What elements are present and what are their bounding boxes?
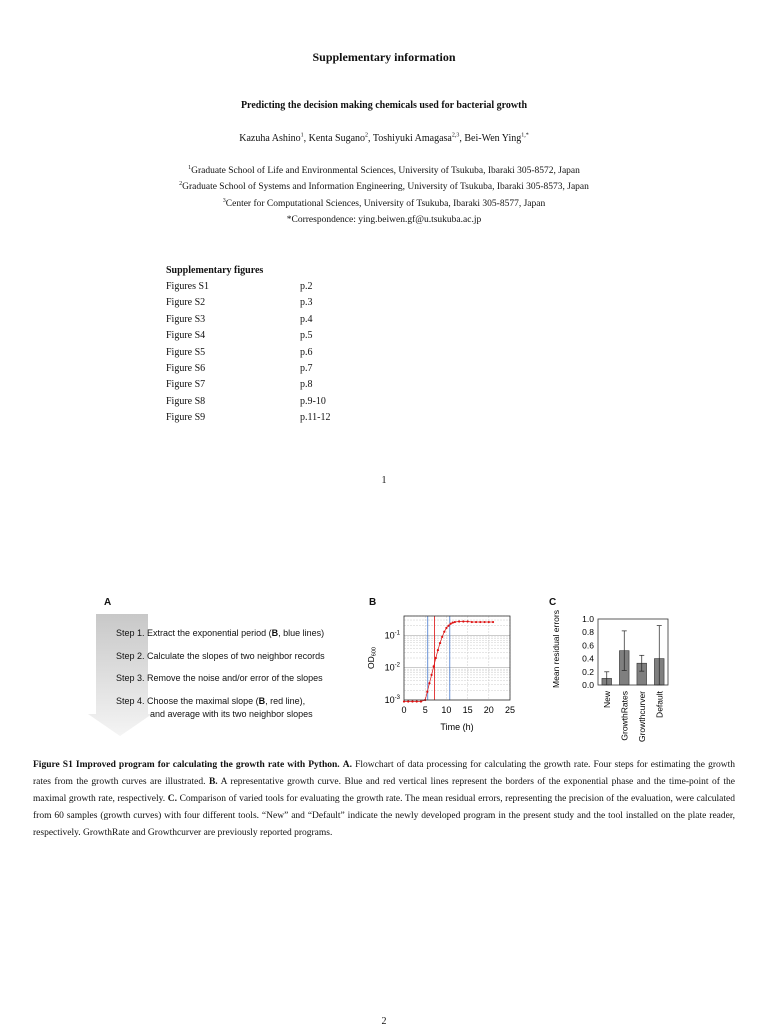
toc-page: p.11-12 — [300, 412, 331, 424]
author-affiliation-marker: 2,3 — [451, 132, 460, 139]
toc-row — [166, 330, 426, 346]
data-point — [416, 700, 418, 702]
step-ref: B — [258, 696, 266, 706]
caption-b-label: B. — [208, 777, 218, 787]
data-point — [483, 621, 485, 623]
toc-row — [166, 347, 426, 363]
data-point — [407, 700, 409, 702]
y-tick-exponent: -2 — [394, 662, 400, 669]
y-tick-base: 10 — [384, 695, 395, 705]
caption-b-text: A representative growth curve. Blue and red vertical lines represent the borders of the exponential phase and the time-point of the maximal growth rate, respectively. — [33, 777, 735, 804]
x-tick-label: GrowthRates — [619, 691, 630, 741]
data-point — [458, 620, 460, 622]
data-point — [488, 621, 490, 623]
data-point — [428, 682, 430, 684]
x-tick-label: Growthcurver — [636, 691, 647, 743]
y-tick-label: 0.0 — [582, 680, 594, 690]
residual-error-chart — [545, 608, 685, 756]
step-text: Choose the maximal slope ( — [147, 696, 259, 706]
supplementary-title: Supplementary information — [312, 50, 456, 64]
data-point — [479, 621, 481, 623]
panel-b-letter: B — [369, 597, 377, 608]
toc-row — [166, 363, 426, 379]
y-axis-label — [366, 647, 378, 669]
toc-page: p.2 — [300, 281, 313, 292]
y-tick-labels — [385, 630, 401, 705]
figure-caption — [33, 757, 735, 842]
toc-page: p.5 — [300, 330, 313, 342]
error-bars — [604, 626, 662, 685]
affiliation-text: Graduate School of Systems and Information Engineering, University of Tsukuba, Ibaraki 305-8573, Japan — [182, 182, 589, 192]
step-4-continuation: and average with its two neighbor slopes — [150, 709, 313, 719]
step-text-tail: , blue lines) — [278, 628, 325, 638]
affiliation-marker: 1 — [188, 164, 192, 171]
y-tick-label: 0.8 — [582, 627, 594, 638]
data-point — [403, 700, 405, 702]
affiliation — [0, 182, 768, 192]
toc-row — [166, 379, 426, 395]
y-tick-label — [385, 695, 401, 705]
toc-label: Figure S6 — [166, 362, 206, 374]
x-tick-label: 10 — [441, 705, 452, 715]
toc-heading: Supplementary figures — [166, 265, 264, 276]
toc-page: p.7 — [300, 362, 313, 374]
x-tick-label: 15 — [462, 705, 473, 715]
data-point — [433, 665, 435, 667]
y-tick-label: 1.0 — [582, 614, 594, 624]
page-number: 2 — [381, 1016, 387, 1027]
step-text: Extract the exponential period ( — [147, 628, 272, 638]
step-label: Step 2. — [116, 651, 145, 661]
data-point — [411, 700, 413, 702]
data-point — [450, 623, 452, 625]
toc-label: Figure S7 — [166, 379, 206, 391]
data-point — [492, 621, 494, 623]
toc-page: p.8 — [300, 379, 313, 391]
toc-list — [166, 281, 426, 429]
y-tick-labels — [582, 614, 594, 690]
affiliation-marker: 3 — [222, 197, 226, 204]
toc-label: Figures S1 — [166, 281, 210, 292]
toc-label: Figure S4 — [166, 330, 206, 342]
y-tick-label — [385, 663, 401, 673]
data-point — [445, 627, 447, 629]
data-point — [475, 621, 477, 623]
bar-series — [602, 651, 664, 685]
panel-a-letter: A — [104, 597, 112, 608]
affiliation-text: Center for Computational Sciences, University of Tsukuba, Ibaraki 305-8577, Japan — [225, 199, 546, 209]
toc-row — [166, 396, 426, 412]
x-tick-label: New — [601, 691, 612, 709]
growth-curve-line — [404, 622, 493, 702]
data-point — [452, 621, 454, 623]
data-point — [426, 691, 428, 693]
x-axis-label: Time (h) — [440, 722, 474, 732]
toc-page: p.4 — [300, 313, 313, 325]
x-tick-label: 25 — [504, 705, 516, 715]
toc-page: p.6 — [300, 346, 313, 358]
growth-curve-chart — [360, 608, 540, 738]
data-point — [454, 621, 456, 623]
toc-row — [166, 297, 426, 313]
caption-a-text: Flowchart of data processing for calculating the growth rate. Four steps for estimating the growth rates from the growth curves are illustrated. — [33, 760, 736, 787]
step-1 — [116, 628, 324, 638]
paper-title: Predicting the decision making chemicals used for bacterial growth — [240, 100, 528, 111]
data-point — [437, 649, 439, 651]
toc-page: p.9-10 — [300, 395, 326, 407]
data-point — [435, 657, 437, 659]
data-point — [443, 631, 445, 633]
author-affiliation-marker: 1 — [300, 132, 304, 139]
toc-label: Figure S5 — [166, 346, 206, 358]
affiliation — [0, 199, 768, 209]
y-tick-label — [385, 630, 401, 640]
author-name: Bei-Wen Ying — [464, 133, 522, 144]
y-tick-label: 0.6 — [582, 640, 594, 651]
caption-c-label: C. — [167, 794, 177, 804]
data-point — [441, 636, 443, 638]
data-point — [430, 674, 432, 676]
step-text-tail: , red line), — [265, 696, 306, 706]
y-tick-exponent: -3 — [394, 695, 400, 701]
step-ref: B — [271, 628, 279, 638]
step-label: Step 1. — [116, 628, 145, 638]
y-axis-label: Mean residual errors — [551, 610, 561, 688]
y-axis-label-main: OD — [366, 656, 376, 669]
x-tick-label: 20 — [483, 705, 494, 715]
y-tick-base: 10 — [384, 630, 395, 641]
step-4 — [116, 696, 305, 706]
x-tick-label: 0 — [401, 705, 407, 715]
step-text: Remove the noise and/or error of the slopes — [147, 673, 323, 683]
data-point — [467, 620, 469, 622]
toc-label: Figure S9 — [166, 412, 206, 424]
correspondence: *Correspondence: ying.beiwen.gf@u.tsukuba.ac.jp — [286, 215, 482, 225]
x-tick-label: Default — [654, 691, 665, 718]
caption-a-label: A. — [342, 760, 352, 770]
toc-label: Figure S2 — [166, 297, 206, 309]
step-text: Calculate the slopes of two neighbor records — [147, 651, 325, 661]
toc-label: Figure S3 — [166, 313, 206, 325]
toc-row — [166, 412, 426, 428]
x-tick-labels — [602, 690, 665, 742]
author-name: Toshiyuki Amagasa — [372, 133, 452, 144]
y-tick-label: 0.4 — [582, 653, 594, 664]
author-name: Kazuha Ashino — [239, 133, 301, 144]
author-affiliation-marker: 2 — [365, 132, 369, 139]
step-2 — [116, 651, 325, 661]
author-list: Kazuha Ashino$^1$, Kenta Sugano$^2$, Toshiyuki Amagasa$^{2,3}$, Bei-Wen Ying$^{1,*}$ — [239, 132, 529, 144]
affiliation-text: Graduate School of Life and Environmental Sciences, University of Tsukuba, Ibaraki 305-8572, Japan — [191, 166, 580, 176]
x-tick-label: 5 — [422, 705, 428, 715]
affiliation — [0, 166, 768, 176]
page-number: 1 — [381, 475, 387, 486]
y-axis-label-subscript: 600 — [371, 647, 378, 657]
x-tick-labels — [401, 705, 515, 715]
toc-row — [166, 281, 426, 297]
author-name: Kenta Sugano — [308, 133, 366, 144]
data-point — [471, 621, 473, 623]
data-point — [462, 620, 464, 622]
toc-row — [166, 314, 426, 330]
toc-page: p.3 — [300, 297, 313, 309]
chart-grid — [404, 616, 510, 700]
data-point — [439, 642, 441, 644]
toc-label: Figure S8 — [166, 395, 206, 407]
panel-c-letter: C — [549, 597, 557, 608]
y-tick-base: 10 — [384, 662, 395, 673]
step-3 — [116, 673, 323, 683]
y-tick-exponent: -1 — [394, 630, 400, 637]
caption-lead: Figure S1 Improved program for calculating the growth rate with Python. — [33, 760, 340, 770]
y-tick-label: 0.2 — [582, 666, 594, 677]
data-point — [420, 700, 422, 702]
step-label: Step 4. — [116, 696, 145, 706]
caption-c-text: Comparison of varied tools for evaluating the growth rate. The mean residual errors, representing the precision of the evaluation, were calculated from 60 samples (growth curves) with four different tools. “New” and “Default” indicate the newly developed program in the present study and the tool installed on the plate reader, respectively. GrowthRate and Growthcurver are previously reported programs. — [33, 794, 736, 838]
affiliation-marker: 2 — [179, 180, 183, 187]
author-affiliation-marker: 1,* — [521, 132, 529, 139]
data-point — [447, 625, 449, 627]
step-label: Step 3. — [116, 673, 145, 683]
